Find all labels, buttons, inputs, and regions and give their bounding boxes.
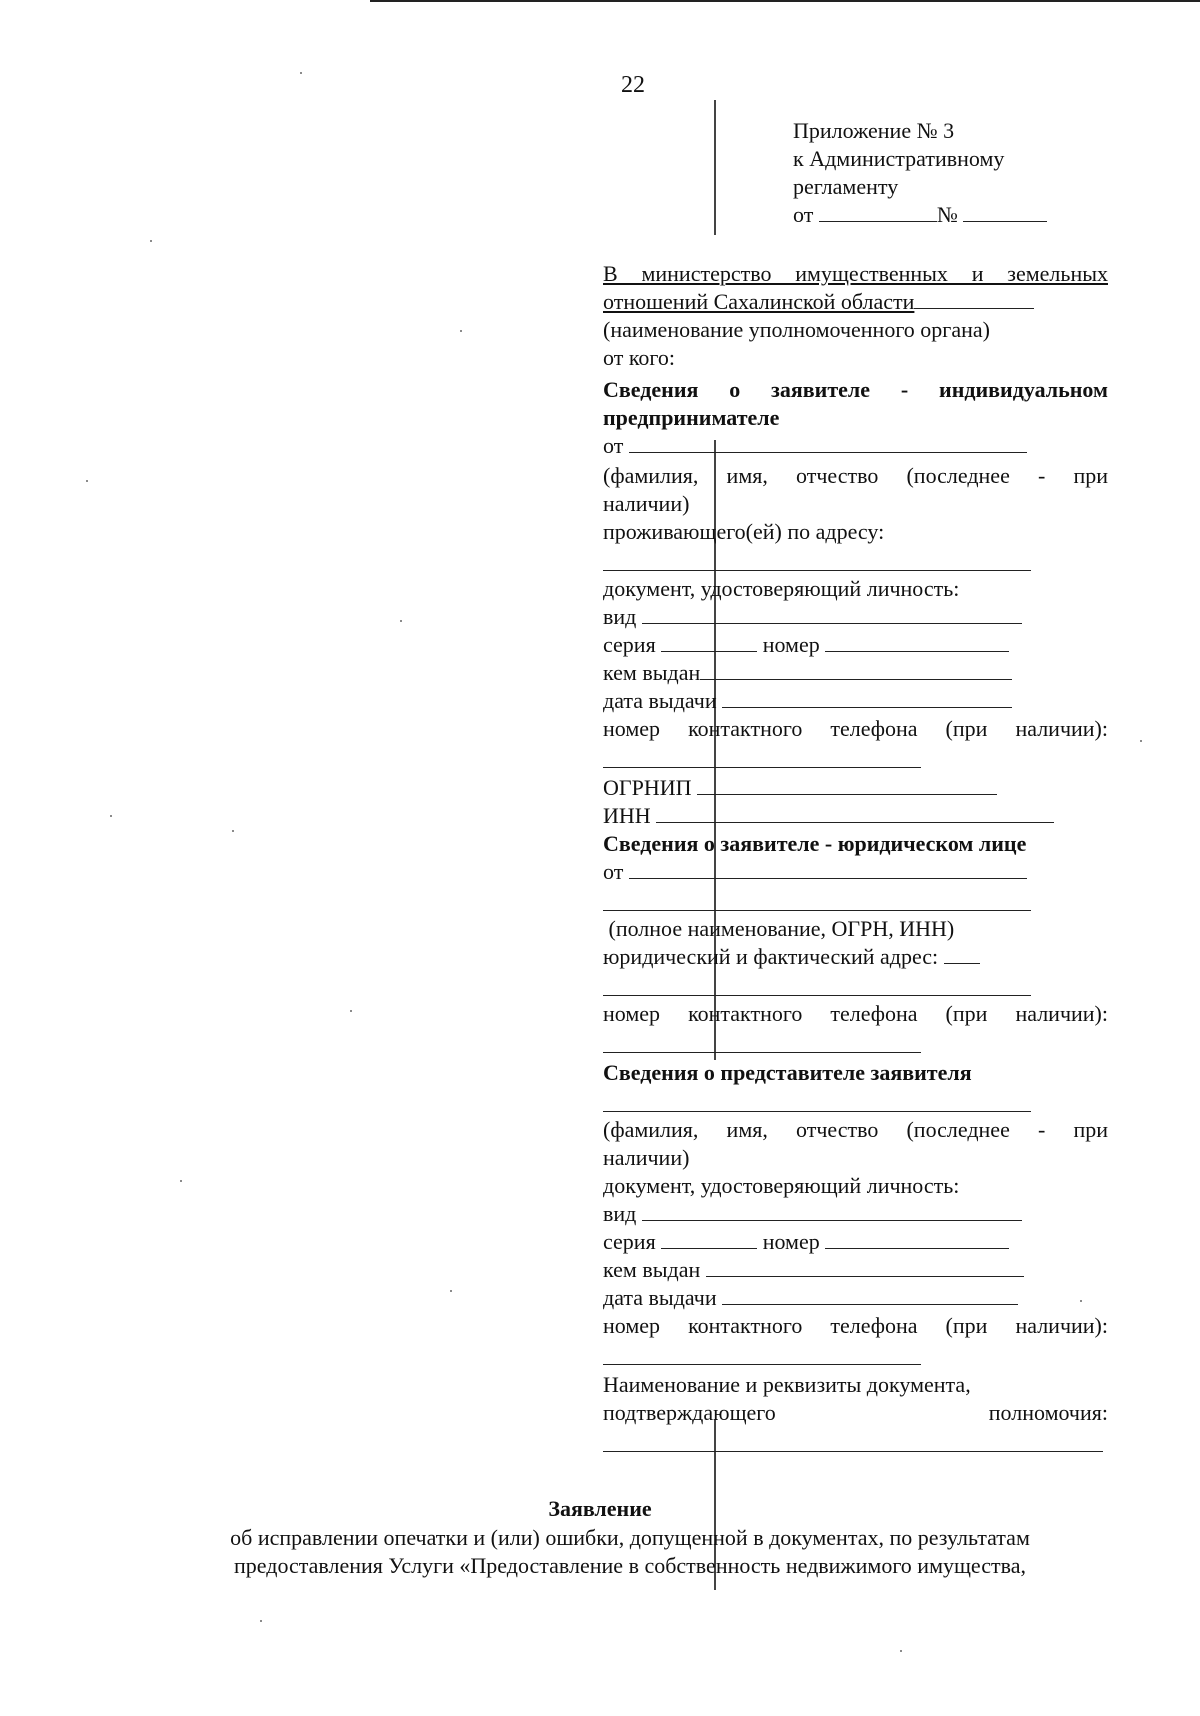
number-blank[interactable] — [963, 201, 1047, 222]
rep-doc-label: Наименование и реквизиты документа, — [603, 1372, 971, 1397]
series-input-line[interactable] — [661, 631, 757, 652]
rep-phone-label: номер контактного телефона (при наличии): — [603, 1313, 1108, 1338]
rep-name-note-cont: наличии) — [603, 1145, 690, 1170]
name-input-line[interactable] — [629, 432, 1027, 453]
addressee-line: отношений Сахалинской области — [603, 288, 1108, 316]
rep-series-input-line[interactable] — [661, 1228, 757, 1249]
statement-title: Заявление — [548, 1496, 652, 1521]
addressee-line: В министерство имущественных и земельных — [603, 261, 1108, 286]
rep-name-note: (фамилия, имя, отчество (последнее - при — [603, 1117, 1108, 1142]
statement-line: предоставления Услуги «Предоставление в собственность недвижимого имущества, — [234, 1553, 1026, 1578]
legal-name-note: (полное наименование, ОГРН, ИНН) — [608, 916, 955, 941]
rep-doc-input-line[interactable] — [603, 1427, 1103, 1452]
series-row: серия номер — [603, 631, 1108, 659]
address-label: проживающего(ей) по адресу: — [603, 519, 885, 544]
legal-from-row: от — [603, 858, 1108, 886]
issue-date-row: дата выдачи — [603, 687, 1108, 715]
rep-issued-by-input-line[interactable] — [706, 1256, 1024, 1277]
rep-name-input-line[interactable] — [603, 1087, 1031, 1112]
ogrnip-input-line[interactable] — [697, 774, 997, 795]
address-input-line[interactable] — [603, 546, 1031, 571]
date-blank[interactable] — [819, 201, 937, 222]
rep-series-row: серия номер — [603, 1228, 1108, 1256]
number-label: № — [936, 202, 958, 227]
inn-row: ИНН — [603, 802, 1108, 830]
phone-label: номер контактного телефона (при наличии): — [603, 716, 1108, 741]
rep-number-input-line[interactable] — [825, 1228, 1009, 1249]
id-doc-label: документ, удостоверяющий личность: — [603, 576, 960, 601]
from-label: от — [793, 202, 814, 227]
rep-kind-row: вид — [603, 1200, 1108, 1228]
from-row: от — [603, 432, 1108, 460]
appendix-line: к Административному — [793, 146, 1005, 171]
rep-issue-date-input-line[interactable] — [722, 1284, 1018, 1305]
issued-by-input-line[interactable] — [700, 659, 1012, 680]
section-heading-representative: Сведения о представителе заявителя — [603, 1060, 972, 1085]
rep-issued-by-row: кем выдан — [603, 1256, 1108, 1284]
appendix-date-row — [793, 201, 1093, 229]
appendix-line: регламенту — [793, 174, 899, 199]
rep-id-doc-label: документ, удостоверяющий личность: — [603, 1173, 960, 1198]
name-note-cont: наличии) — [603, 491, 690, 516]
section-heading-legal: Сведения о заявителе - юридическом лице — [603, 831, 1027, 856]
legal-phone-input-line[interactable] — [603, 1028, 921, 1053]
statement-line: об исправлении опечатки и (или) ошибки, допущенной в документах, по результатам — [230, 1525, 1030, 1550]
applicant-form — [603, 260, 1108, 1452]
scan-artifact-line — [714, 100, 716, 235]
rep-issue-date-row: дата выдачи — [603, 1284, 1108, 1312]
from-whom-label: от кого: — [603, 345, 675, 370]
rep-kind-input-line[interactable] — [642, 1200, 1022, 1221]
section-heading-individual-cont: предпринимателе — [603, 405, 780, 430]
legal-name-input-line-2[interactable] — [603, 886, 1031, 911]
name-note: (фамилия, имя, отчество (последнее - при — [603, 463, 1108, 488]
kind-row: вид — [603, 603, 1108, 631]
phone-input-line[interactable] — [603, 743, 921, 768]
addressee-note: (наименование уполномоченного органа) — [603, 317, 990, 342]
top-border-line — [370, 0, 1200, 2]
legal-phone-label: номер контактного телефона (при наличии): — [603, 1001, 1108, 1026]
issued-by-row: кем выдан — [603, 659, 1108, 687]
inn-input-line[interactable] — [656, 802, 1054, 823]
legal-address-input-line[interactable] — [603, 971, 1031, 996]
rep-doc-label-cont: подтверждающего полномочия: — [603, 1400, 1108, 1425]
ogrnip-row: ОГРНИП — [603, 774, 1108, 802]
section-heading-individual: Сведения о заявителе - индивидуальном — [603, 377, 1108, 402]
issue-date-input-line[interactable] — [722, 687, 1012, 708]
statement-text — [170, 1524, 1090, 1580]
number-input-line[interactable] — [825, 631, 1009, 652]
rep-phone-input-line[interactable] — [603, 1340, 921, 1365]
legal-name-input-line[interactable] — [629, 858, 1027, 879]
appendix-block — [793, 117, 1093, 229]
kind-input-line[interactable] — [642, 603, 1022, 624]
legal-address-row: юридический и фактический адрес: — [603, 943, 1108, 971]
appendix-title: Приложение № 3 — [793, 118, 955, 143]
page-number: 22 — [621, 72, 645, 98]
